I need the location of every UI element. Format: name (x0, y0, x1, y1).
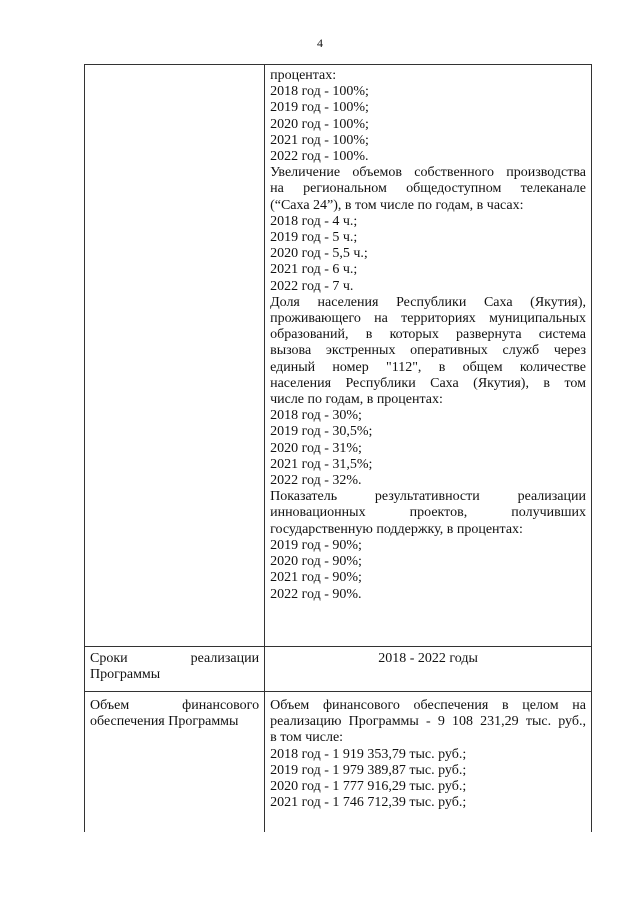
text-line: государственную поддержку, в процентах: (270, 521, 523, 537)
text-line: (“Саха 24”), в том числе по годам, в часах: (270, 197, 524, 213)
text-line: 2022 год - 100%. (270, 149, 369, 165)
text-line: 2022 год - 32%. (270, 473, 362, 489)
timeframe-label: Сроки реализации (90, 651, 260, 666)
timeframe-label-cell (85, 647, 265, 692)
indicators-label-cell (85, 65, 265, 647)
timeframe-value: 2018 - 2022 годы (378, 651, 478, 666)
text-line: Увеличение объемов собственного производства (270, 165, 586, 181)
text-line: 2021 год - 1 746 712,39 тыс. руб.; (270, 795, 467, 811)
text-line: 2019 год - 1 979 389,87 тыс. руб.; (270, 762, 467, 778)
text-line: населения Республики Саха (Якутия), в том (270, 375, 586, 391)
text-line: 2020 год - 5,5 ч.; (270, 246, 368, 262)
text-line: 2019 год - 30,5%; (270, 424, 373, 440)
table-row-funding (85, 692, 592, 833)
funding-label: обеспечения Программы (90, 714, 239, 730)
text-line: 2020 год - 100%; (270, 116, 369, 132)
text-line: 2019 год - 5 ч.; (270, 230, 358, 246)
text-line: на региональном общедоступном телеканале (270, 181, 586, 197)
text-line: Объем финансового обеспечения в целом на (270, 698, 586, 713)
timeframe-value-cell (265, 647, 592, 692)
text-line: Показатель результативности реализации (270, 489, 586, 505)
text-line: 2022 год - 7 ч. (270, 278, 354, 294)
indicators-value-cell (265, 65, 592, 647)
text-line: 2018 год - 100%; (270, 84, 369, 100)
text-line: числе по годам, в процентах: (270, 392, 443, 408)
text-line: 2019 год - 90%; (270, 537, 362, 553)
text-line: проживающего на территориях муниципальных (270, 311, 586, 327)
text-line: 2018 год - 1 919 353,79 тыс. руб.; (270, 746, 467, 762)
text-line: 2020 год - 1 777 916,29 тыс. руб.; (270, 779, 467, 795)
text-line: в том числе: (270, 730, 344, 746)
text-line: образований, в которых развернута система (270, 327, 586, 343)
text-line: 2021 год - 90%; (270, 570, 362, 586)
text-line: 2022 год - 90%. (270, 586, 362, 602)
text-line: инновационных проектов, получивших (270, 505, 586, 521)
funding-value-cell (265, 692, 592, 833)
table-row-timeframe (85, 647, 592, 692)
text-line: процентах: (270, 68, 337, 83)
text-line: 2018 год - 4 ч.; (270, 213, 358, 229)
text-line: Доля населения Республики Саха (Якутия), (270, 294, 586, 310)
timeframe-label: Программы (90, 667, 161, 683)
text-line: 2020 год - 90%; (270, 554, 362, 570)
page-number: 4 (317, 36, 323, 50)
text-line: единый номер "112", в общем количестве (270, 359, 586, 375)
text-line: 2021 год - 31,5%; (270, 456, 373, 472)
program-passport-table (84, 64, 592, 832)
text-line: 2020 год - 31%; (270, 440, 362, 456)
text-line: вызова экстренных оперативных служб через (270, 343, 586, 359)
text-line: 2021 год - 100%; (270, 132, 369, 148)
funding-label-cell (85, 692, 265, 833)
funding-label: Объем финансового (90, 698, 260, 713)
text-line: 2021 год - 6 ч.; (270, 262, 358, 278)
text-line: 2018 год - 30%; (270, 408, 362, 424)
table-row-indicators (85, 65, 592, 647)
text-line: 2019 год - 100%; (270, 100, 369, 116)
text-line: реализацию Программы - 9 108 231,29 тыс. руб., (270, 714, 586, 730)
